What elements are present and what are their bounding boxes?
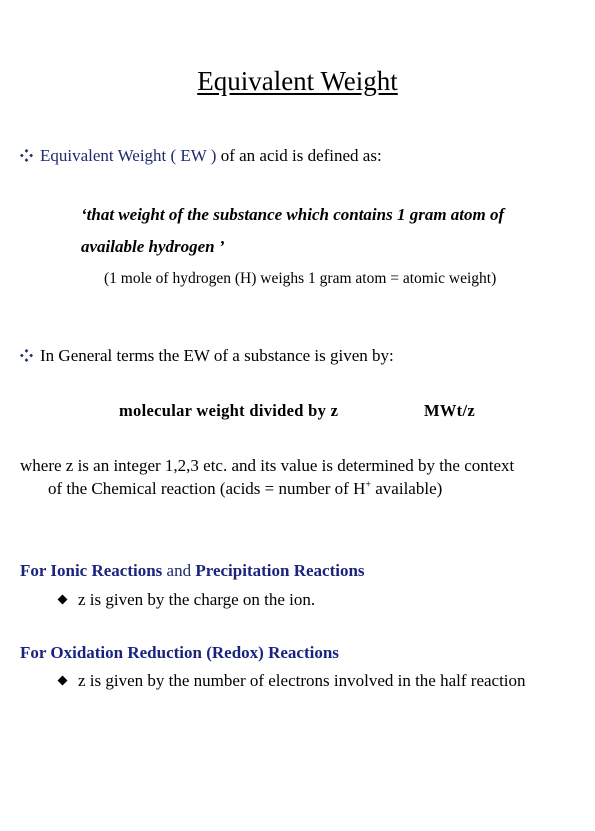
general-line (20, 346, 394, 366)
formula-symbol: MWt/z (424, 401, 475, 420)
ew-term: Equivalent Weight ( EW ) (40, 146, 217, 165)
ionic-bullet-text: z is given by the charge on the ion. (78, 590, 316, 609)
ionic-heading-part2: Precipitation Reactions (195, 561, 365, 580)
small-diamond-icon (58, 676, 68, 686)
where-line-2-post: available) (371, 479, 443, 498)
formula-words: molecular weight divided by z (119, 401, 339, 420)
redox-heading: For Oxidation Reduction (Redox) Reactions (20, 643, 339, 662)
ionic-bullet (59, 590, 315, 610)
diamond-quad-icon (20, 149, 33, 162)
where-line-2 (48, 479, 442, 499)
ionic-heading-and: and (162, 561, 196, 580)
definition-line (20, 146, 382, 166)
diamond-quad-icon (20, 349, 33, 362)
page-title: Equivalent Weight (197, 66, 398, 96)
redox-bullet (59, 671, 526, 691)
general-text: In General terms the EW of a substance is given by: (40, 346, 394, 365)
h-plus-sup: + (365, 479, 372, 491)
where-line-1: where z is an integer 1,2,3 etc. and its value is determined by the context (20, 456, 515, 475)
quote-line-1: ‘that weight of the substance which contains 1 gram atom of (81, 205, 505, 224)
redox-bullet-text: z is given by the number of electrons involved in the half reaction (78, 671, 526, 690)
where-line-2-pre: of the Chemical reaction (acids = number of H (48, 479, 366, 498)
ionic-heading-part1: For Ionic Reactions (20, 561, 163, 580)
small-diamond-icon (58, 595, 68, 605)
quote-line-2: available hydrogen ’ (81, 237, 225, 256)
definition-rest: of an acid is defined as: (216, 146, 382, 165)
paren-note: (1 mole of hydrogen (H) weighs 1 gram atom = atomic weight) (104, 270, 497, 287)
ionic-heading (20, 561, 365, 581)
